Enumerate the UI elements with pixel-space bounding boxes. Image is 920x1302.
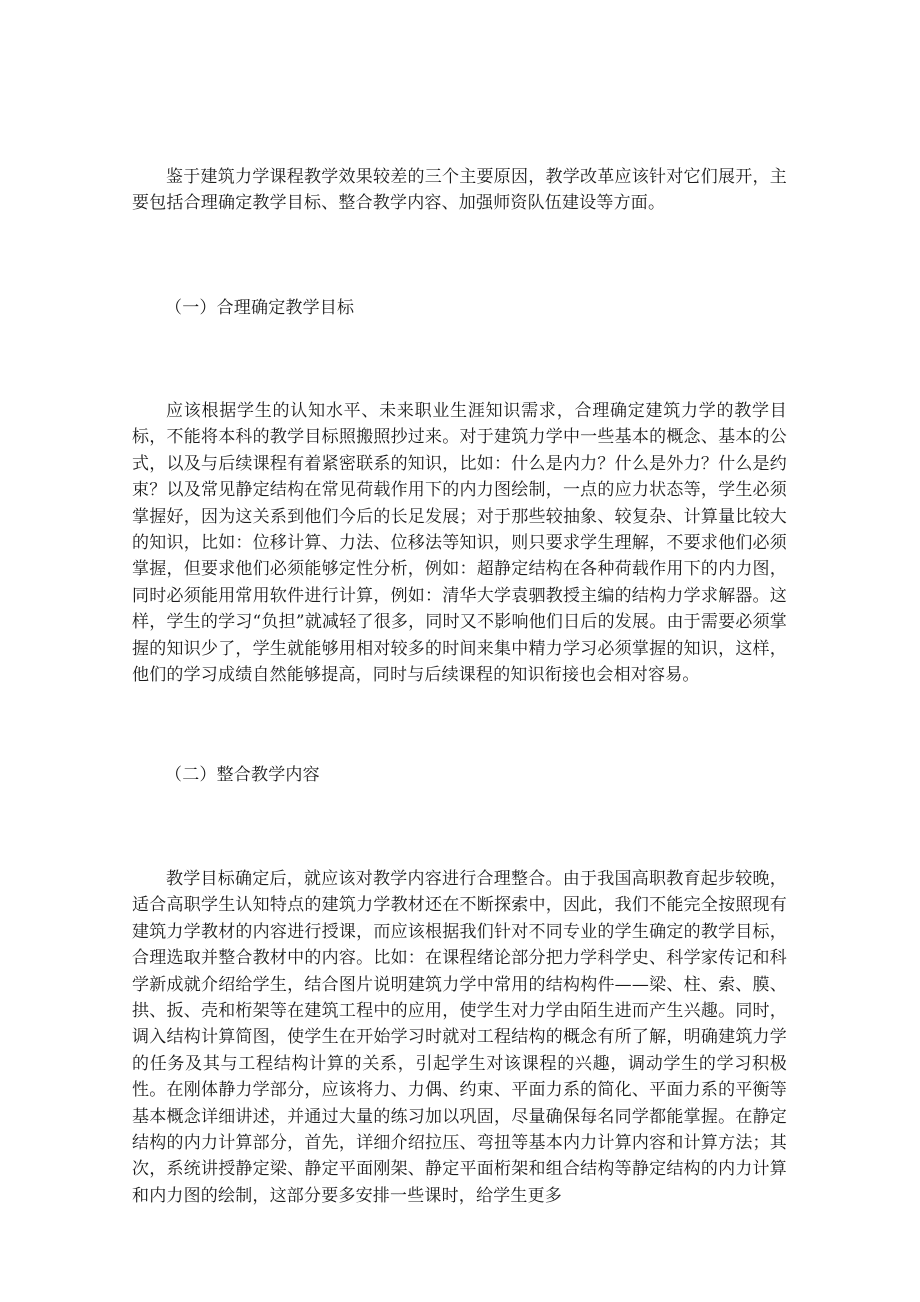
section-1-paragraph: 应该根据学生的认知水平、未来职业生涯知识需求，合理确定建筑力学的教学目标，不能将本科的教学目标照搬照抄过来。对于建筑力学中一些基本的概念、基本的公式，以及与后续课程有着紧密联系的知识，比如：什么是内力？什么是外力？什么是约束？以及常见静定结构在常见荷载作用下的内力图绘制，一点的应力状态等，学生必须掌握好，因为这关系到他们今后的长足发展；对于那些较抽象、较复杂、计算量比较大的知识，比如：位移计算、力法、位移法等知识，则只要求学生理解，不要求他们必须掌握，但要求他们必须能够定性分析，例如：超静定结构在各种荷载作用下的内力图，同时必须能用常用软件进行计算，例如：清华大学袁驷教授主编的结构力学求解器。这样，学生的学习“负担”就减轻了很多，同时又不影响他们日后的发展。由于需要必须掌握的知识少了，学生就能够用相对较多的时间来集中精力学习必须掌握的知识，这样，他们的学习成绩自然能够提高，同时与后续课程的知识衔接也会相对容易。 — [132, 401, 787, 686]
section-2-paragraph: 教学目标确定后，就应该对教学内容进行合理整合。由于我国高职教育起步较晚，适合高职学生认知特点的建筑力学教材还在不断探索中，因此，我们不能完全按照现有建筑力学教材的内容进行授课，而应该根据我们针对不同专业的学生确定的教学目标，合理选取并整合教材中的内容。比如：在课程绪论部分把力学科学史、科学家传记和科学新成就介绍给学生，结合图片说明建筑力学中常用的结构构件——梁、柱、索、膜、拱、扳、壳和桁架等在建筑工程中的应用，使学生对力学由陌生进而产生兴趣。同时，调入结构计算简图，使学生在开始学习时就对工程结构的概念有所了解，明确建筑力学的任务及其与工程结构计算的关系，引起学生对该课程的兴趣，调动学生的学习积极性。在刚体静力学部分，应该将力、力偶、约束、平面力系的简化、平面力系的平衡等基本概念详细讲述，并通过大量的练习加以巩固，尽量确保每名同学都能掌握。在静定结构的内力计算部分，首先，详细介绍拉压、弯扭等基本内力计算内容和计算方法；其次，系统讲授静定梁、静定平面刚架、静定平面桁架和组合结构等静定结构的内力计算和内力图的绘制，这部分要多安排一些课时，给学生更多 — [132, 869, 787, 1206]
section-2-heading: （二）整合教学内容 — [165, 765, 320, 785]
section-1-heading: （一）合理确定教学目标 — [165, 298, 355, 318]
intro-paragraph: 鉴于建筑力学课程教学效果较差的三个主要原因，教学改革应该针对它们展开，主要包括合理确定教学目标、整合教学内容、加强师资队伍建设等方面。 — [132, 167, 787, 214]
